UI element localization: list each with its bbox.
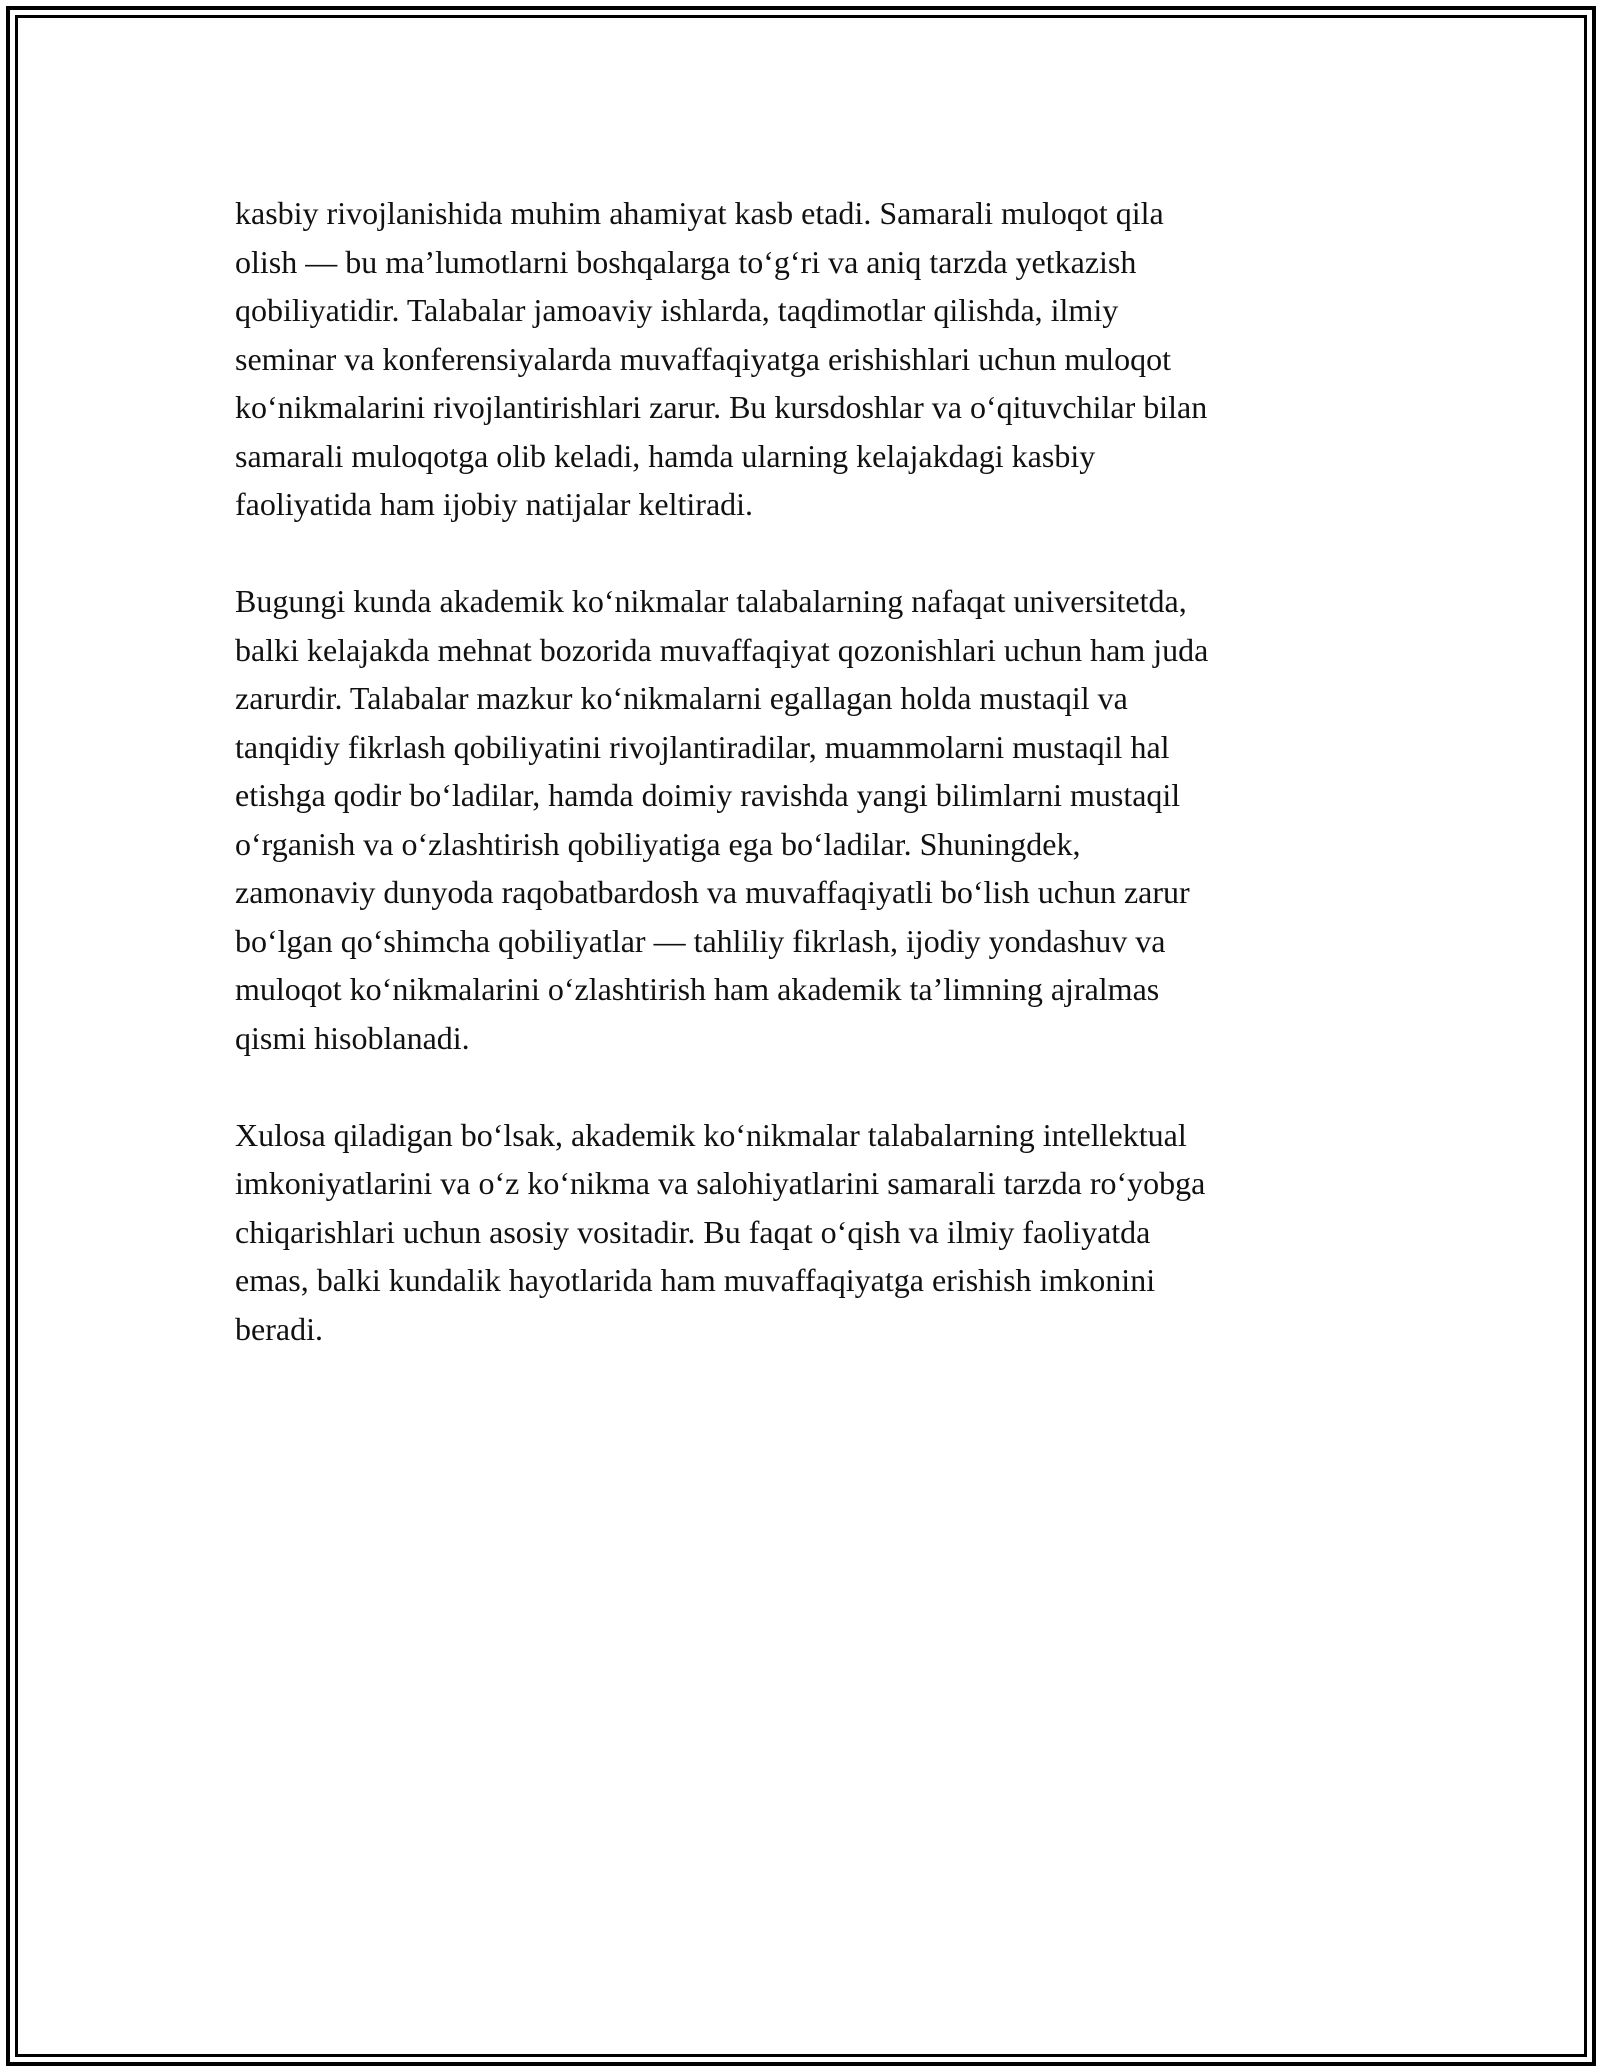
text-line: emas, balki kundalik hayotlarida ham muvaffaqiyatga erishish imkonini — [235, 1262, 1156, 1298]
text-line: samarali muloqotga olib keladi, hamda ularning kelajakdagi kasbiy — [235, 437, 1096, 474]
text-line: beradi. — [235, 1310, 323, 1347]
text-line: etishga qodir bo‘ladilar, hamda doimiy ravishda yangi bilimlarni mustaqil — [235, 777, 1181, 813]
text-line: Xulosa qiladigan bo‘lsak, akademik ko‘nikmalar talabalarning intellektual — [235, 1116, 1187, 1153]
paragraph-communication-skills — [235, 189, 1375, 529]
text-line: chiqarishlari uchun asosiy vositadir. Bu faqat o‘qish va ilmiy faoliyatda — [235, 1213, 1151, 1250]
paragraph-conclusion — [235, 1111, 1375, 1354]
document-body — [235, 189, 1375, 1402]
text-line: muloqot ko‘nikmalarini o‘zlashtirish ham akademik ta’limning ajralmas — [235, 971, 1160, 1007]
text-line: tanqidiy fikrlash qobiliyatini rivojlantiradilar, muammolarni mustaqil hal — [235, 728, 1170, 765]
text-line: balki kelajakda mehnat bozorida muvaffaqiyat qozonishlari uchun ham juda — [235, 631, 1209, 668]
text-line: seminar va konferensiyalarda muvaffaqiyatga erishishlari uchun muloqot — [235, 340, 1171, 377]
text-line: imkoniyatlarini va o‘z ko‘nikma va salohiyatlarini samarali tarzda ro‘yobga — [235, 1165, 1206, 1201]
paragraph-academic-skills — [235, 577, 1375, 1062]
text-line: qobiliyatidir. Talabalar jamoaviy ishlarda, taqdimotlar qilishda, ilmiy — [235, 292, 1119, 328]
text-line: faoliyatida ham ijobiy natijalar keltiradi. — [235, 486, 754, 522]
text-line: bo‘lgan qo‘shimcha qobiliyatlar — tahliliy fikrlash, ijodiy yondashuv va — [235, 922, 1166, 959]
text-line: qismi hisoblanadi. — [235, 1019, 470, 1056]
text-line: zarurdir. Talabalar mazkur ko‘nikmalarni egallagan holda mustaqil va — [235, 680, 1128, 716]
text-line: zamonaviy dunyoda raqobatbardosh va muvaffaqiyatli bo‘lish uchun zarur — [235, 874, 1190, 910]
text-line: ko‘nikmalarini rivojlantirishlari zarur. Bu kursdoshlar va o‘qituvchilar bilan — [235, 389, 1208, 425]
text-line: Bugungi kunda akademik ko‘nikmalar talabalarning nafaqat universitetda, — [235, 583, 1187, 619]
text-line: kasbiy rivojlanishida muhim ahamiyat kasb etadi. Samarali muloqot qila — [235, 195, 1164, 231]
text-line: o‘rganish va o‘zlashtirish qobiliyatiga ega bo‘ladilar. Shuningdek, — [235, 825, 1081, 862]
text-line: olish — bu ma’lumotlarni boshqalarga to‘g‘ri va aniq tarzda yetkazish — [235, 243, 1137, 280]
